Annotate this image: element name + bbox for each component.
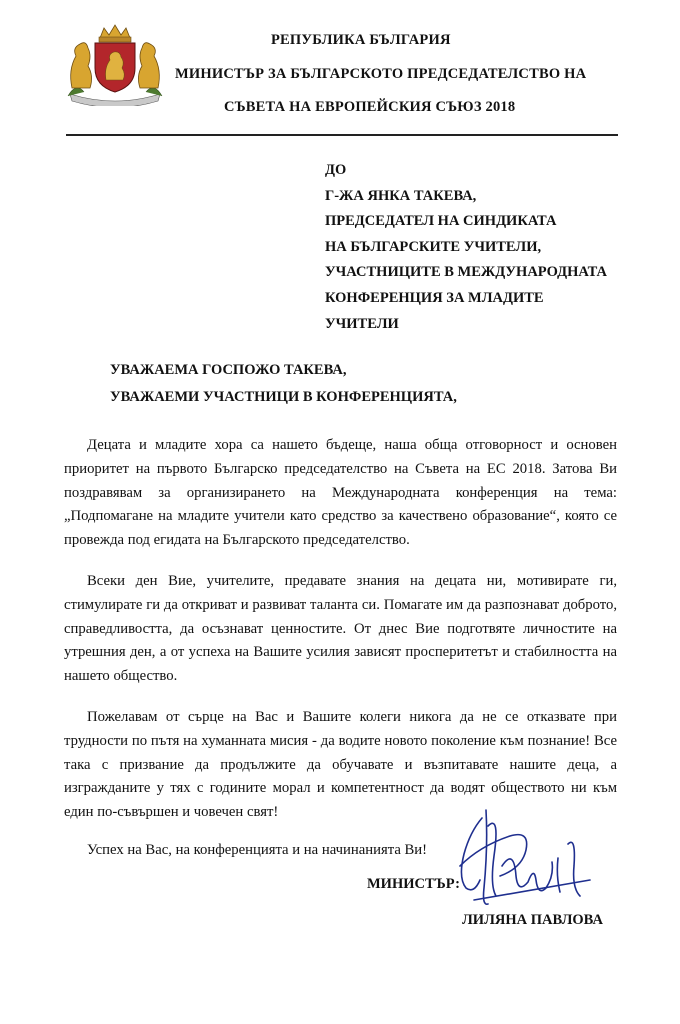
salutation-line: УВАЖАЕМА ГОСПОЖО ТАКЕВА, — [110, 362, 347, 378]
body-paragraph: Пожелавам от сърце на Вас и Вашите колеги никога да не се отказвате при трудности по пътя на хуманната мисия - да водите новото поколение към познание! Все така с призвание да продължите да обучавате и възпитавате нашите деца, а изгражданите у тях с годините морал и компетентност да водят обществото ни към един по-съвършен и човечен свят! — [64, 709, 617, 821]
coat-of-arms-icon — [62, 22, 168, 106]
address-line: КОНФЕРЕНЦИЯ ЗА МЛАДИТЕ — [325, 289, 544, 306]
header-country: РЕПУБЛИКА БЪЛГАРИЯ — [271, 32, 451, 48]
header-council: СЪВЕТА НА ЕВРОПЕЙСКИЯ СЪЮЗ 2018 — [224, 99, 516, 115]
body-paragraph: Децата и младите хора са нашето бъдеще, наша обща отговорност и основен приоритет на първото Българско председателство на Съвета на ЕС 2018. Затова Ви поздравявам за организирането на Международната конференция на тема: „Подпомагане на младите учители като средство за качествено образование“, която се провежда под егидата на Българското председателство. — [64, 437, 617, 549]
address-line: ДО — [325, 162, 347, 178]
signatory-title: МИНИСТЪР: — [367, 876, 460, 892]
closing-line: Успех на Вас, на конференцията и на начинанията Ви! — [87, 842, 428, 858]
signatory-name: ЛИЛЯНА ПАВЛОВА — [462, 912, 603, 928]
recipient-address — [325, 158, 645, 337]
address-line: НА БЪЛГАРСКИТЕ УЧИТЕЛИ, — [325, 238, 542, 255]
handwritten-signature-icon — [430, 796, 620, 926]
header-ministry: МИНИСТЪР ЗА БЪЛГАРСКОТО ПРЕДСЕДАТЕЛСТВО НА — [175, 66, 587, 82]
address-line: УЧАСТНИЦИТЕ В МЕЖДУНАРОДНАТА — [325, 264, 607, 281]
body-paragraph: Всеки ден Вие, учителите, предавате знания на децата ни, мотивирате ги, стимулирате ги да откриват и развиват таланта си. Помагате им да разпознават доброто, справедливостта, да осъзнават ценностите. От днес Вие подготвяте личностите на утрешния ден, а от успеха на Вашите усилия зависят просперитетът и стабилността на нашето общество. — [64, 573, 617, 685]
header-divider — [66, 134, 618, 136]
address-line: ПРЕДСЕДАТЕЛ НА СИНДИКАТА — [325, 213, 557, 230]
salutation — [110, 357, 457, 411]
address-line: УЧИТЕЛИ — [325, 315, 399, 332]
address-line: Г-ЖА ЯНКА ТАКЕВА, — [325, 187, 477, 204]
salutation-line: УВАЖАЕМИ УЧАСТНИЦИ В КОНФЕРЕНЦИЯТА, — [110, 389, 457, 405]
